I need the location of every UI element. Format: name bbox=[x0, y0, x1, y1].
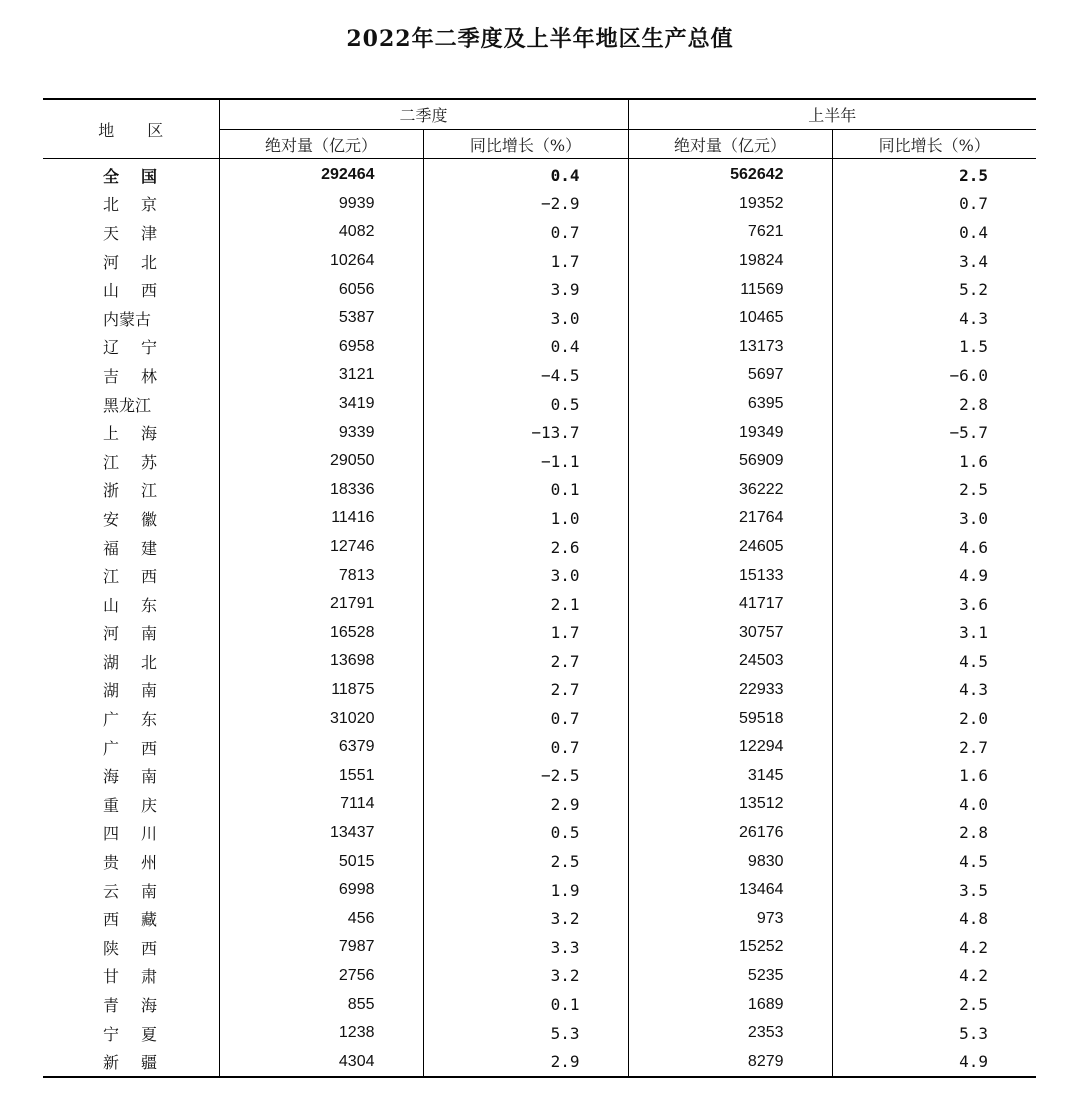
h1-abs-header: 绝对量（亿元） bbox=[628, 130, 832, 159]
region-cell: 天津 bbox=[103, 223, 180, 243]
q2-yoy-cell: 2.1 bbox=[423, 590, 628, 619]
q2-yoy-cell: 3.3 bbox=[423, 933, 628, 962]
q2-yoy-cell: 5.3 bbox=[423, 1019, 628, 1048]
region-cell: 北京 bbox=[103, 195, 180, 215]
page-title: 2022年二季度及上半年地区生产总值 bbox=[346, 26, 734, 52]
h1-abs-cell: 6395 bbox=[628, 390, 832, 419]
q2-abs-cell: 13698 bbox=[219, 647, 423, 676]
region-cell: 上海 bbox=[103, 424, 180, 444]
h1-abs-cell: 7621 bbox=[628, 218, 832, 247]
h1-yoy-cell: 3.4 bbox=[832, 247, 1036, 276]
table-row bbox=[43, 962, 1036, 991]
table-row bbox=[43, 304, 1036, 333]
region-cell: 吉林 bbox=[103, 366, 180, 386]
table-row bbox=[43, 876, 1036, 905]
region-cell: 江西 bbox=[103, 567, 180, 587]
h1-yoy-cell: 3.0 bbox=[832, 504, 1036, 533]
table-row bbox=[43, 676, 1036, 705]
q2-yoy-cell: 2.6 bbox=[423, 533, 628, 562]
h1-yoy-cell: 3.5 bbox=[832, 876, 1036, 905]
table-row bbox=[43, 218, 1036, 247]
q2-abs-cell: 6056 bbox=[219, 275, 423, 304]
table-row bbox=[43, 275, 1036, 304]
region-cell: 安徽 bbox=[103, 509, 180, 529]
table-row bbox=[43, 533, 1036, 562]
h1-yoy-cell: 1.6 bbox=[832, 761, 1036, 790]
table-body bbox=[43, 159, 1036, 1078]
h1-yoy-cell: −5.7 bbox=[832, 418, 1036, 447]
region-cell: 全国 bbox=[103, 166, 180, 186]
h1-abs-cell: 24605 bbox=[628, 533, 832, 562]
h1-yoy-cell: 1.6 bbox=[832, 447, 1036, 476]
h1-abs-cell: 21764 bbox=[628, 504, 832, 533]
q2-yoy-cell: 0.7 bbox=[423, 218, 628, 247]
region-cell: 广西 bbox=[103, 738, 180, 758]
h1-abs-cell: 22933 bbox=[628, 676, 832, 705]
q2-abs-cell: 18336 bbox=[219, 476, 423, 505]
h1-yoy-cell: 4.3 bbox=[832, 304, 1036, 333]
table-row bbox=[43, 647, 1036, 676]
region-cell: 湖北 bbox=[103, 652, 180, 672]
table-row bbox=[43, 1047, 1036, 1077]
q2-abs-cell: 3419 bbox=[219, 390, 423, 419]
h1-yoy-cell: 4.9 bbox=[832, 1047, 1036, 1077]
h1-yoy-cell: 2.5 bbox=[832, 990, 1036, 1019]
region-cell: 陕西 bbox=[103, 938, 180, 958]
q2-yoy-cell: 3.0 bbox=[423, 304, 628, 333]
region-cell: 山东 bbox=[103, 595, 180, 615]
h1-yoy-cell: 3.1 bbox=[832, 619, 1036, 648]
h1-yoy-cell: 4.5 bbox=[832, 847, 1036, 876]
h1-abs-cell: 59518 bbox=[628, 704, 832, 733]
q2-abs-header: 绝对量（亿元） bbox=[219, 130, 423, 159]
q2-abs-cell: 13437 bbox=[219, 819, 423, 848]
q2-yoy-cell: 0.7 bbox=[423, 704, 628, 733]
q2-yoy-cell: 3.2 bbox=[423, 904, 628, 933]
h1-abs-cell: 973 bbox=[628, 904, 832, 933]
q2-yoy-cell: 2.5 bbox=[423, 847, 628, 876]
table-row bbox=[43, 733, 1036, 762]
h1-abs-cell: 9830 bbox=[628, 847, 832, 876]
h1-yoy-cell: 4.2 bbox=[832, 933, 1036, 962]
h1-abs-cell: 15133 bbox=[628, 561, 832, 590]
h1-abs-cell: 13512 bbox=[628, 790, 832, 819]
h1-abs-cell: 562642 bbox=[628, 159, 832, 190]
table-row bbox=[43, 418, 1036, 447]
q2-abs-cell: 2756 bbox=[219, 962, 423, 991]
q2-abs-cell: 7813 bbox=[219, 561, 423, 590]
h1-abs-cell: 19349 bbox=[628, 418, 832, 447]
q2-yoy-cell: 2.7 bbox=[423, 676, 628, 705]
q2-abs-cell: 5387 bbox=[219, 304, 423, 333]
region-cell: 贵州 bbox=[103, 853, 180, 873]
region-cell: 西藏 bbox=[103, 910, 180, 930]
h1-yoy-cell: 5.3 bbox=[832, 1019, 1036, 1048]
h1-yoy-cell: 4.0 bbox=[832, 790, 1036, 819]
region-cell: 河北 bbox=[103, 252, 180, 272]
table-row bbox=[43, 247, 1036, 276]
h1-yoy-cell: 4.9 bbox=[832, 561, 1036, 590]
q2-abs-cell: 12746 bbox=[219, 533, 423, 562]
h1-abs-cell: 26176 bbox=[628, 819, 832, 848]
q2-yoy-cell: 1.7 bbox=[423, 619, 628, 648]
table-row bbox=[43, 476, 1036, 505]
q2-abs-cell: 10264 bbox=[219, 247, 423, 276]
h1-abs-cell: 5697 bbox=[628, 361, 832, 390]
region-cell: 云南 bbox=[103, 881, 180, 901]
h1-yoy-header: 同比增长（%） bbox=[832, 130, 1036, 159]
q2-yoy-cell: 1.0 bbox=[423, 504, 628, 533]
q2-abs-cell: 456 bbox=[219, 904, 423, 933]
table-row bbox=[43, 447, 1036, 476]
h1-abs-cell: 12294 bbox=[628, 733, 832, 762]
q2-yoy-cell: 3.2 bbox=[423, 962, 628, 991]
q2-abs-cell: 9339 bbox=[219, 418, 423, 447]
region-cell: 海南 bbox=[103, 767, 180, 787]
q2-yoy-cell: 0.5 bbox=[423, 819, 628, 848]
table-row bbox=[43, 933, 1036, 962]
h1-yoy-cell: 4.5 bbox=[832, 647, 1036, 676]
h1-yoy-cell: 4.2 bbox=[832, 962, 1036, 991]
q2-abs-cell: 6379 bbox=[219, 733, 423, 762]
h1-yoy-cell: 2.0 bbox=[832, 704, 1036, 733]
q2-abs-cell: 6958 bbox=[219, 333, 423, 362]
h1-yoy-cell: 5.2 bbox=[832, 275, 1036, 304]
table-row bbox=[43, 704, 1036, 733]
region-cell: 青海 bbox=[103, 996, 180, 1016]
table-row bbox=[43, 619, 1036, 648]
q2-yoy-cell: −4.5 bbox=[423, 361, 628, 390]
q2-abs-cell: 11416 bbox=[219, 504, 423, 533]
h1-yoy-cell: 4.6 bbox=[832, 533, 1036, 562]
q2-yoy-cell: 2.9 bbox=[423, 790, 628, 819]
region-column-header: 地 区 bbox=[43, 99, 219, 159]
h1-abs-cell: 10465 bbox=[628, 304, 832, 333]
table-row bbox=[43, 333, 1036, 362]
h1-abs-cell: 11569 bbox=[628, 275, 832, 304]
h1-yoy-cell: 2.5 bbox=[832, 159, 1036, 190]
h1-abs-cell: 15252 bbox=[628, 933, 832, 962]
q2-yoy-cell: 0.7 bbox=[423, 733, 628, 762]
region-cell: 福建 bbox=[103, 538, 180, 558]
q2-yoy-cell: 0.4 bbox=[423, 333, 628, 362]
h1-yoy-cell: −6.0 bbox=[832, 361, 1036, 390]
q2-yoy-cell: −2.5 bbox=[423, 761, 628, 790]
q2-yoy-header: 同比增长（%） bbox=[423, 130, 628, 159]
q2-yoy-cell: 1.7 bbox=[423, 247, 628, 276]
table-row bbox=[43, 847, 1036, 876]
q2-abs-cell: 21791 bbox=[219, 590, 423, 619]
h1-group-header: 上半年 bbox=[628, 99, 1036, 130]
h1-abs-cell: 56909 bbox=[628, 447, 832, 476]
q2-abs-cell: 29050 bbox=[219, 447, 423, 476]
h1-abs-cell: 24503 bbox=[628, 647, 832, 676]
h1-yoy-cell: 1.5 bbox=[832, 333, 1036, 362]
q2-yoy-cell: 0.4 bbox=[423, 159, 628, 190]
h1-abs-cell: 19352 bbox=[628, 190, 832, 219]
h1-abs-cell: 13464 bbox=[628, 876, 832, 905]
q2-yoy-cell: −1.1 bbox=[423, 447, 628, 476]
q2-yoy-cell: −13.7 bbox=[423, 418, 628, 447]
region-cell: 浙江 bbox=[103, 481, 180, 501]
region-cell: 重庆 bbox=[103, 795, 180, 815]
q2-abs-cell: 5015 bbox=[219, 847, 423, 876]
region-cell: 新疆 bbox=[43, 1047, 219, 1077]
q2-yoy-cell: 0.1 bbox=[423, 990, 628, 1019]
table-row bbox=[43, 504, 1036, 533]
q2-abs-cell: 3121 bbox=[219, 361, 423, 390]
h1-yoy-cell: 0.7 bbox=[832, 190, 1036, 219]
q2-abs-cell: 16528 bbox=[219, 619, 423, 648]
h1-yoy-cell: 2.8 bbox=[832, 390, 1036, 419]
h1-yoy-cell: 3.6 bbox=[832, 590, 1036, 619]
h1-abs-cell: 19824 bbox=[628, 247, 832, 276]
q2-abs-cell: 11875 bbox=[219, 676, 423, 705]
region-cell: 江苏 bbox=[103, 452, 180, 472]
region-cell: 黑龙江 bbox=[103, 395, 152, 415]
table-row bbox=[43, 819, 1036, 848]
h1-yoy-cell: 4.3 bbox=[832, 676, 1036, 705]
table-row bbox=[43, 590, 1036, 619]
table-row bbox=[43, 159, 1036, 190]
h1-abs-cell: 5235 bbox=[628, 962, 832, 991]
table-row bbox=[43, 904, 1036, 933]
q2-abs-cell: 7114 bbox=[219, 790, 423, 819]
table-row bbox=[43, 1019, 1036, 1048]
table-row bbox=[43, 790, 1036, 819]
table-row bbox=[43, 761, 1036, 790]
region-cell: 四川 bbox=[103, 824, 180, 844]
h1-yoy-cell: 2.7 bbox=[832, 733, 1036, 762]
h1-abs-cell: 3145 bbox=[628, 761, 832, 790]
q2-yoy-cell: 0.5 bbox=[423, 390, 628, 419]
region-cell: 宁夏 bbox=[103, 1024, 180, 1044]
h1-yoy-cell: 0.4 bbox=[832, 218, 1036, 247]
region-cell: 河南 bbox=[103, 624, 180, 644]
h1-abs-cell: 36222 bbox=[628, 476, 832, 505]
q2-abs-cell: 9939 bbox=[219, 190, 423, 219]
q2-yoy-cell: 0.1 bbox=[423, 476, 628, 505]
region-cell: 山西 bbox=[103, 281, 180, 301]
gdp-table bbox=[43, 98, 1036, 1078]
q2-group-header: 二季度 bbox=[219, 99, 628, 130]
region-cell: 广东 bbox=[103, 710, 180, 730]
table-row bbox=[43, 390, 1036, 419]
h1-abs-cell: 8279 bbox=[628, 1047, 832, 1077]
q2-yoy-cell: 2.7 bbox=[423, 647, 628, 676]
h1-yoy-cell: 2.5 bbox=[832, 476, 1036, 505]
h1-yoy-cell: 4.8 bbox=[832, 904, 1036, 933]
q2-yoy-cell: 1.9 bbox=[423, 876, 628, 905]
q2-abs-cell: 7987 bbox=[219, 933, 423, 962]
table-row bbox=[43, 190, 1036, 219]
q2-abs-cell: 1238 bbox=[219, 1019, 423, 1048]
table-row bbox=[43, 561, 1036, 590]
q2-abs-cell: 4082 bbox=[219, 218, 423, 247]
region-cell: 甘肃 bbox=[103, 967, 180, 987]
h1-abs-cell: 30757 bbox=[628, 619, 832, 648]
q2-yoy-cell: 3.0 bbox=[423, 561, 628, 590]
q2-yoy-cell: 2.9 bbox=[423, 1047, 628, 1077]
q2-yoy-cell: 3.9 bbox=[423, 275, 628, 304]
q2-abs-cell: 292464 bbox=[219, 159, 423, 190]
q2-abs-cell: 855 bbox=[219, 990, 423, 1019]
h1-yoy-cell: 2.8 bbox=[832, 819, 1036, 848]
q2-abs-cell: 6998 bbox=[219, 876, 423, 905]
region-cell: 湖南 bbox=[103, 681, 180, 701]
table-row bbox=[43, 361, 1036, 390]
q2-abs-cell: 31020 bbox=[219, 704, 423, 733]
q2-abs-cell: 4304 bbox=[219, 1047, 423, 1077]
q2-abs-cell: 1551 bbox=[219, 761, 423, 790]
q2-yoy-cell: −2.9 bbox=[423, 190, 628, 219]
h1-abs-cell: 41717 bbox=[628, 590, 832, 619]
region-cell: 辽宁 bbox=[103, 338, 180, 358]
h1-abs-cell: 13173 bbox=[628, 333, 832, 362]
h1-abs-cell: 2353 bbox=[628, 1019, 832, 1048]
region-cell: 内蒙古 bbox=[103, 309, 152, 329]
table-row bbox=[43, 990, 1036, 1019]
h1-abs-cell: 1689 bbox=[628, 990, 832, 1019]
